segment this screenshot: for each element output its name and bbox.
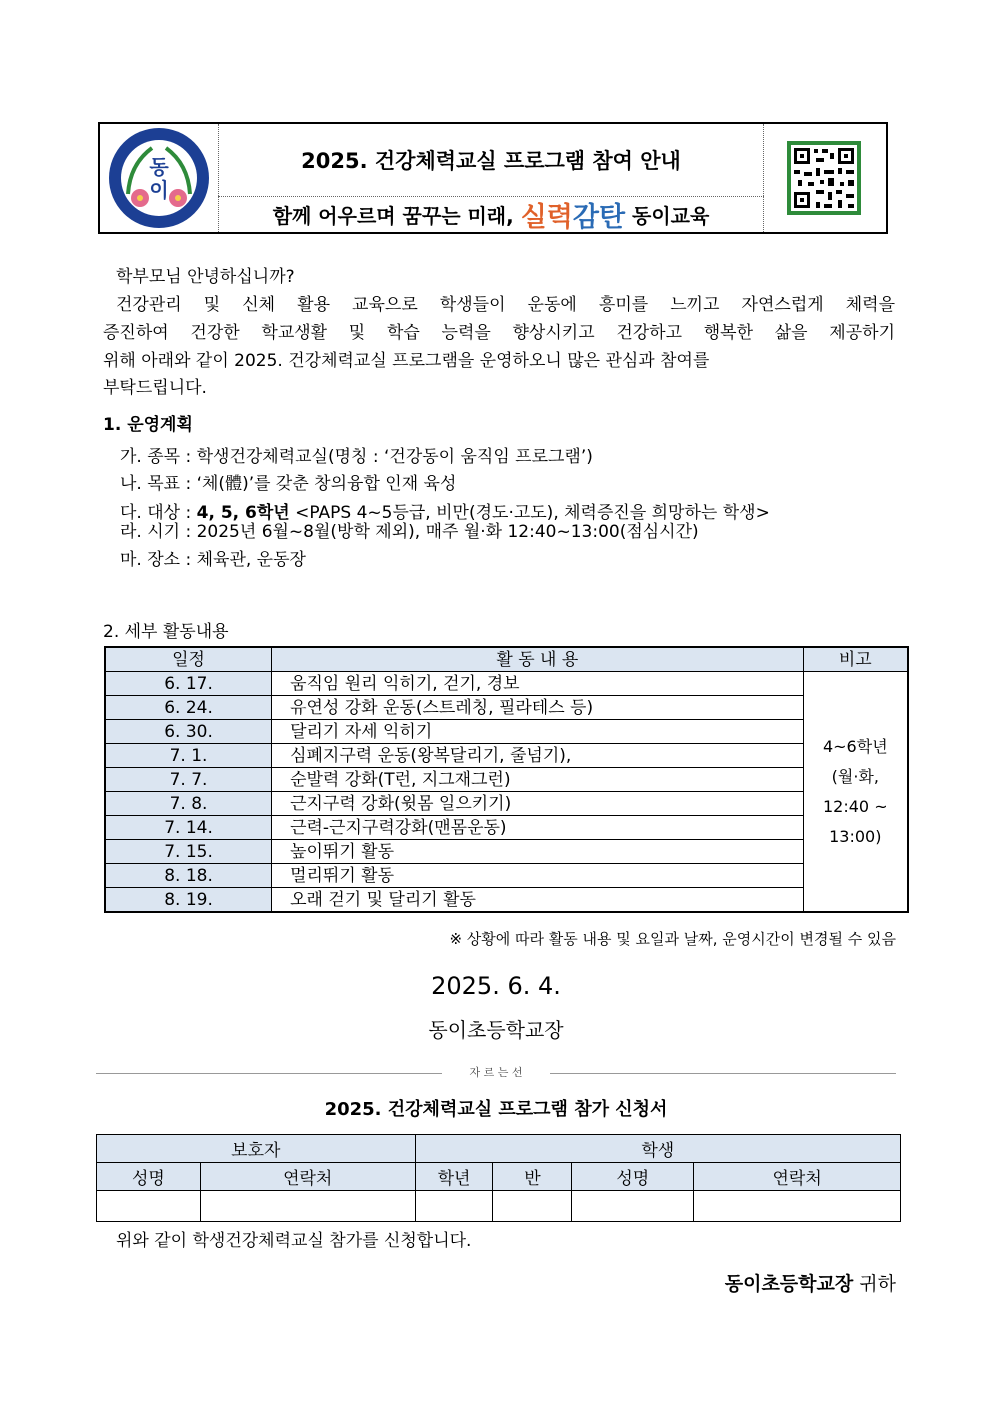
row-activity: 순발력 강화(T런, 지그재그런) [272, 768, 804, 792]
application-table [96, 1134, 901, 1222]
column-header-note: 비고 [803, 647, 908, 672]
column-header-activity: 활 동 내 용 [272, 647, 804, 672]
svg-text:이: 이 [149, 178, 169, 202]
student-grade-field[interactable] [415, 1191, 493, 1222]
school-logo [100, 124, 219, 232]
slogan-word-1: 실력 [520, 201, 573, 233]
table-row [105, 720, 908, 744]
guardian-header: 보호자 [97, 1135, 416, 1163]
table-row [105, 816, 908, 840]
school-emblem-icon [100, 124, 218, 232]
guardian-contact-field[interactable] [200, 1191, 415, 1222]
plan-item-ra: 라. 시기 : 2025년 6월~8월(방학 제외), 매주 월·화 12:40~13:00(점심시간) [120, 522, 699, 542]
svg-text:동: 동 [149, 155, 169, 179]
intro-line-3: 위해 아래와 같이 2025. 건강체력교실 프로그램을 운영하오니 많은 관심과 참여를 [103, 351, 710, 371]
plan-item-na: 나. 목표 : ‘체(體)’를 갖춘 창의융합 인재 육성 [120, 474, 457, 494]
plan-item-ma: 마. 장소 : 체육관, 운동장 [120, 550, 306, 570]
page-title: 2025. 건강체력교실 프로그램 참여 안내 [218, 124, 764, 197]
section-detail-heading: 2. 세부 활동내용 [103, 622, 229, 642]
column-header-date: 일정 [105, 647, 272, 672]
application-statement: 위와 같이 학생건강체력교실 참가를 신청합니다. [116, 1231, 472, 1251]
row-date: 7. 14. [105, 816, 272, 840]
row-date: 6. 24. [105, 696, 272, 720]
row-date: 7. 1. [105, 744, 272, 768]
plan-item-da: 다. 대상 : 4, 5, 6학년 <PAPS 4~5등급, 비만(경도·고도), 체력증진을 희망하는 학생> [120, 503, 770, 523]
row-date: 8. 18. [105, 864, 272, 888]
schedule-note: 4~6학년 (월·화, 12:40 ~ 13:00) [803, 672, 908, 913]
slogan-word-2: 감탄 [572, 201, 626, 233]
table-row [105, 744, 908, 768]
student-name-field[interactable] [572, 1191, 694, 1222]
table-row [105, 792, 908, 816]
intro-line-1: 건강관리 및 신체 활용 교육으로 학생들이 운동에 흥미를 느끼고 자연스럽게 체력을 [116, 295, 895, 315]
row-activity: 멀리뛰기 활동 [272, 864, 804, 888]
table-row [105, 768, 908, 792]
greeting: 학부모님 안녕하십니까? [116, 267, 295, 287]
row-date: 7. 7. [105, 768, 272, 792]
row-date: 6. 17. [105, 672, 272, 696]
qr-code[interactable] [763, 124, 886, 232]
cut-line-label: 자 르 는 선 [469, 1066, 523, 1079]
table-row [105, 888, 908, 913]
row-activity: 달리기 자세 익히기 [272, 720, 804, 744]
document-date: 2025. 6. 4. [431, 972, 561, 1000]
row-date: 8. 19. [105, 888, 272, 913]
table-row [105, 696, 908, 720]
row-activity: 오래 걷기 및 달리기 활동 [272, 888, 804, 913]
application-title: 2025. 건강체력교실 프로그램 참가 신청서 [324, 1099, 668, 1120]
row-date: 7. 15. [105, 840, 272, 864]
row-activity: 근력-근지구력강화(맨몸운동) [272, 816, 804, 840]
row-activity: 움직임 원리 익히기, 걷기, 경보 [272, 672, 804, 696]
student-contact-field[interactable] [694, 1191, 901, 1222]
intro-line-2: 증진하여 건강한 학교생활 및 학습 능력을 향상시키고 건강하고 행복한 삶을 제공하기 [103, 323, 895, 343]
guardian-contact-header: 연락처 [200, 1163, 415, 1191]
student-header: 학생 [415, 1135, 900, 1163]
table-row [105, 840, 908, 864]
row-activity: 심폐지구력 운동(왕복달리기, 줄넘기), [272, 744, 804, 768]
sender-name: 동이초등학교장 [428, 1018, 564, 1042]
row-date: 7. 8. [105, 792, 272, 816]
plan-item-ga: 가. 종목 : 학생건강체력교실(명칭 : ‘건강동이 움직임 프로그램’) [120, 447, 593, 467]
table-row [105, 864, 908, 888]
guardian-name-header: 성명 [97, 1163, 201, 1191]
schedule-header-row [105, 647, 908, 672]
slogan: 함께 어우르며 꿈꾸는 미래, 실력 감탄 동이교육 [218, 196, 764, 232]
row-date: 6. 30. [105, 720, 272, 744]
table-row [105, 672, 908, 696]
section-plan-heading: 1. 운영계획 [103, 415, 193, 435]
student-name-header: 성명 [572, 1163, 694, 1191]
schedule-table [104, 646, 909, 913]
recipient: 동이초등학교장 귀하 [724, 1273, 896, 1295]
header-box [98, 122, 888, 234]
schedule-footnote: ※ 상황에 따라 활동 내용 및 요일과 날짜, 운영시간이 변경될 수 있음 [449, 930, 896, 948]
guardian-name-field[interactable] [97, 1191, 201, 1222]
student-class-field[interactable] [493, 1191, 572, 1222]
intro-line-4: 부탁드립니다. [103, 378, 207, 398]
student-grade-header: 학년 [415, 1163, 493, 1191]
student-class-header: 반 [493, 1163, 572, 1191]
qr-code-icon [764, 124, 886, 232]
row-activity: 유연성 강화 운동(스트레칭, 필라테스 등) [272, 696, 804, 720]
row-activity: 높이뛰기 활동 [272, 840, 804, 864]
student-contact-header: 연락처 [694, 1163, 901, 1191]
row-activity: 근지구력 강화(윗몸 일으키기) [272, 792, 804, 816]
